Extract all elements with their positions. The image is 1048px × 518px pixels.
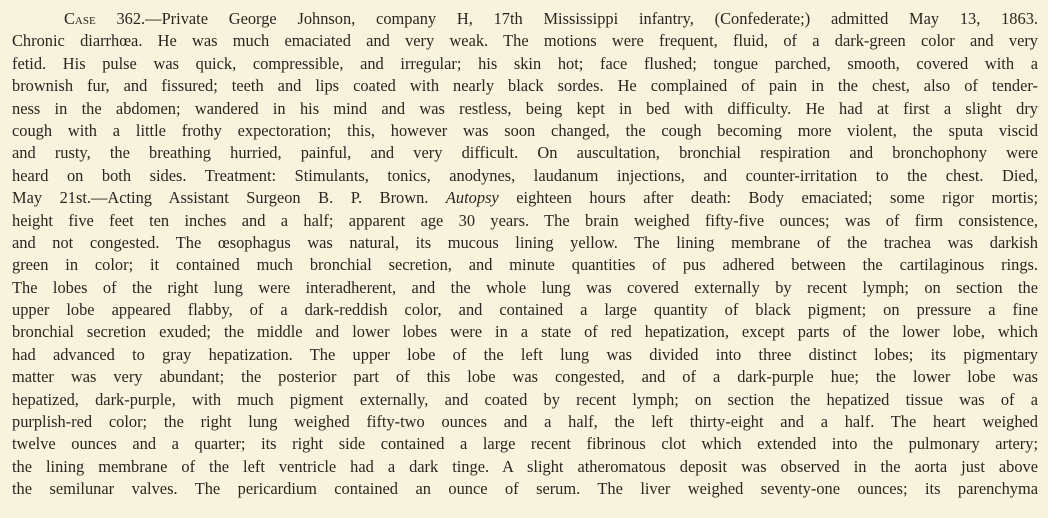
text-line: upper lobe appeared flabby, of a dark-reddish color, and contained a large quantity of black pigment; on pressure a fine	[12, 300, 1038, 320]
text-line: cough with a little frothy expectoration; this, however was soon changed, the cough becoming more violent, the sputa viscid	[12, 120, 1038, 140]
text-line: Case 362.—Private George Johnson, company H, 17th Mississippi infantry, (Confederate;) admitted May 13, 1863.	[64, 9, 1038, 28]
text-line: brownish fur, and fissured; teeth and lips coated with nearly black sordes. He complained of pain in the chest, also of tender-	[12, 76, 1038, 96]
text-line: height five feet ten inches and a half; apparent age 30 years. The brain weighed fifty-five ounces; was of firm consistence,	[12, 210, 1038, 230]
text-line: May 21st.—Acting Assistant Surgeon B. P. Brown. Autopsy eighteen hours after death: Body emaciated; some rigor mortis;	[12, 188, 1038, 208]
text-line: and rusty, the breathing hurried, painful, and very difficult. On auscultation, bronchial respiration and bronchophony were	[12, 143, 1038, 163]
text-line: fetid. His pulse was quick, compressible, and irregular; his skin hot; face flushed; tongue parched, smooth, covered with a	[12, 53, 1038, 73]
text-line: The lobes of the right lung were interadherent, and the whole lung was covered externally by recent lymph; on section the	[12, 277, 1038, 297]
text-line: Chronic diarrhœa. He was much emaciated and very weak. The motions were frequent, fluid, of a dark-green color and very	[12, 31, 1038, 51]
text-line: purplish-red color; the right lung weighed fifty-two ounces and a half, the left thirty-eight and a half. The heart weighed	[12, 412, 1038, 432]
text-line: heard on both sides. Treatment: Stimulants, tonics, anodynes, laudanum injections, and counter-irritation to the chest. Died,	[12, 165, 1038, 185]
text-line: bronchial secretion exuded; the middle and lower lobes were in a state of red hepatization, except parts of the lower lobe, which	[12, 322, 1038, 342]
text-line: ness in the abdomen; wandered in his mind and was restless, being kept in bed with difficulty. He had at first a slight dry	[12, 98, 1038, 118]
text-line: hepatized, dark-purple, with much pigment externally, and coated by recent lymph; on section the hepatized tissue was of a	[12, 389, 1038, 409]
text-line: and not congested. The œsophagus was natural, its mucous lining yellow. The lining membrane of the trachea was darkish	[12, 232, 1038, 252]
text-line: the lining membrane of the left ventricle had a dark tinge. A slight atheromatous deposit was observed in the aorta just above	[12, 456, 1038, 476]
text-line: matter was very abundant; the posterior part of this lobe was congested, and of a dark-purple hue; the lower lobe was	[12, 367, 1038, 387]
text-line: twelve ounces and a quarter; its right side contained a large recent fibrinous clot which extended into the pulmonary artery;	[12, 434, 1038, 454]
case-label: Case 362.	[64, 9, 146, 28]
autopsy-heading: Autopsy	[445, 188, 499, 208]
text-line: the semilunar valves. The pericardium contained an ounce of serum. The liver weighed seventy-one ounces; its parenchyma	[12, 479, 1038, 499]
text-line: green in color; it contained much bronchial secretion, and minute quantities of pus adhered between the cartilaginous rings.	[12, 255, 1038, 275]
text-line: had advanced to gray hepatization. The upper lobe of the left lung was divided into three distinct lobes; its pigmentary	[12, 344, 1038, 364]
case-report-text	[12, 8, 1038, 501]
